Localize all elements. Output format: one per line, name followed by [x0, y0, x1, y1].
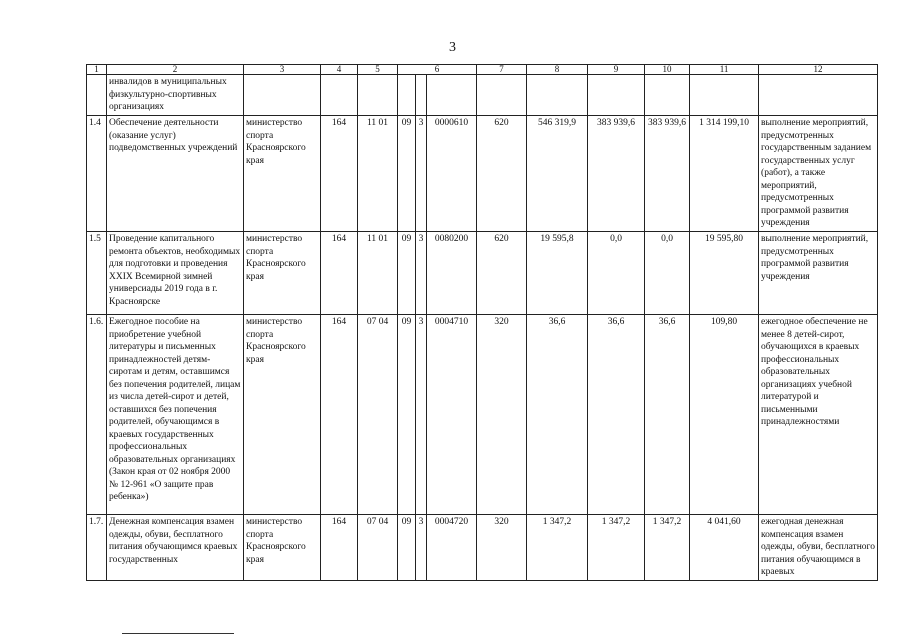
row-number: 1.7.: [87, 515, 107, 581]
col6c-value: 0080200: [427, 232, 477, 315]
grbs-name: министерство спорта Красноярского края: [244, 116, 321, 232]
col6a-value: 09: [398, 116, 416, 232]
table-row: [87, 232, 878, 315]
header-cell: 3: [244, 65, 321, 75]
col7-value: 620: [477, 116, 527, 232]
col6a-value: 09: [398, 515, 416, 581]
col10-value: 383 939,6: [645, 116, 690, 232]
measure-name: Ежегодное пособие на приобретение учебной литературы и письменных принадлежностей детям-сиротам и детям, оставшимся без попечения родителей, лицам из числа детей-сирот и детей, оставшихся без попечения родителей, обучающимся в краевых государственных профессиональных образовательных организациях (Закон края от 02 ноября 2000 № 12-961 «О защите прав ребенка»): [107, 315, 244, 515]
header-cell: 7: [477, 65, 527, 75]
header-cell: 8: [527, 65, 588, 75]
header-cell: 11: [690, 65, 759, 75]
measure-name: Денежная компенсация взамен одежды, обуви, бесплатного питания обучающимся краевых государственных: [107, 515, 244, 581]
col11-value: 4 041,60: [690, 515, 759, 581]
col9-value: 1 347,2: [588, 515, 645, 581]
col11-value: 109,80: [690, 315, 759, 515]
col8-value: 36,6: [527, 315, 588, 515]
col9-value: 36,6: [588, 315, 645, 515]
col10-value: 0,0: [645, 232, 690, 315]
col5-value: 11 01: [358, 232, 398, 315]
col9-value: 383 939,6: [588, 116, 645, 232]
header-row: [87, 65, 878, 75]
table-row-carry-over: [87, 75, 878, 116]
col8-value: 546 319,9: [527, 116, 588, 232]
col4-value: 164: [321, 116, 358, 232]
footnote-rule: [122, 633, 234, 634]
table-row: [87, 315, 878, 515]
col5-value: 07 04: [358, 515, 398, 581]
col4-value: 164: [321, 515, 358, 581]
measure-name: Обеспечение деятельности (оказание услуг) подведомственных учреждений: [107, 116, 244, 232]
col6a-value: 09: [398, 232, 416, 315]
col5-value: 11 01: [358, 116, 398, 232]
header-cell: 10: [645, 65, 690, 75]
col11-value: 1 314 199,10: [690, 116, 759, 232]
header-cell: 4: [321, 65, 358, 75]
col6c-value: 0000610: [427, 116, 477, 232]
result-text: выполнение мероприятий, предусмотренных программой развития учреждения: [759, 232, 878, 315]
header-cell: 6: [398, 65, 477, 75]
col6b-value: 3: [416, 232, 427, 315]
carry-over-text: инвалидов в муниципальных физкультурно-спортивных организациях: [107, 75, 244, 116]
header-cell: 1: [87, 65, 107, 75]
col10-value: 1 347,2: [645, 515, 690, 581]
col6b-value: 3: [416, 315, 427, 515]
table-cell: [87, 75, 107, 116]
header-cell: 2: [107, 65, 244, 75]
result-text: ежегодная денежная компенсация взамен одежды, обуви, бесплатного питания обучающимся в краевых: [759, 515, 878, 581]
grbs-name: министерство спорта Красноярского края: [244, 515, 321, 581]
col8-value: 1 347,2: [527, 515, 588, 581]
measure-name: Проведение капитального ремонта объектов, необходимых для подготовки и проведения XXIX Всемирной зимней универсиады 2019 года в г. Красноярске: [107, 232, 244, 315]
header-cell: 9: [588, 65, 645, 75]
col8-value: 19 595,8: [527, 232, 588, 315]
col6c-value: 0004720: [427, 515, 477, 581]
col6b-value: 3: [416, 116, 427, 232]
row-number: 1.4: [87, 116, 107, 232]
result-text: ежегодное обеспечение не менее 8 детей-сирот, обучающихся в краевых профессиональных образовательных организациях учебной литературой и письменными принадлежностями: [759, 315, 878, 515]
table-row: [87, 116, 878, 232]
col6c-value: 0004710: [427, 315, 477, 515]
col4-value: 164: [321, 315, 358, 515]
col4-value: 164: [321, 232, 358, 315]
row-number: 1.5: [87, 232, 107, 315]
page-number: 3: [449, 40, 456, 55]
col6a-value: 09: [398, 315, 416, 515]
col5-value: 07 04: [358, 315, 398, 515]
col7-value: 320: [477, 315, 527, 515]
grbs-name: министерство спорта Красноярского края: [244, 232, 321, 315]
col6b-value: 3: [416, 515, 427, 581]
grbs-name: министерство спорта Красноярского края: [244, 315, 321, 515]
col10-value: 36,6: [645, 315, 690, 515]
header-cell: 5: [358, 65, 398, 75]
col11-value: 19 595,80: [690, 232, 759, 315]
header-cell: 12: [759, 65, 878, 75]
col7-value: 320: [477, 515, 527, 581]
budget-table: [86, 64, 878, 581]
col7-value: 620: [477, 232, 527, 315]
col9-value: 0,0: [588, 232, 645, 315]
row-number: 1.6.: [87, 315, 107, 515]
table-row: [87, 515, 878, 581]
result-text: выполнение мероприятий, предусмотренных государственным заданием государственных услуг (работ), а также мероприятий, предусмотренных программой развития учреждения: [759, 116, 878, 232]
